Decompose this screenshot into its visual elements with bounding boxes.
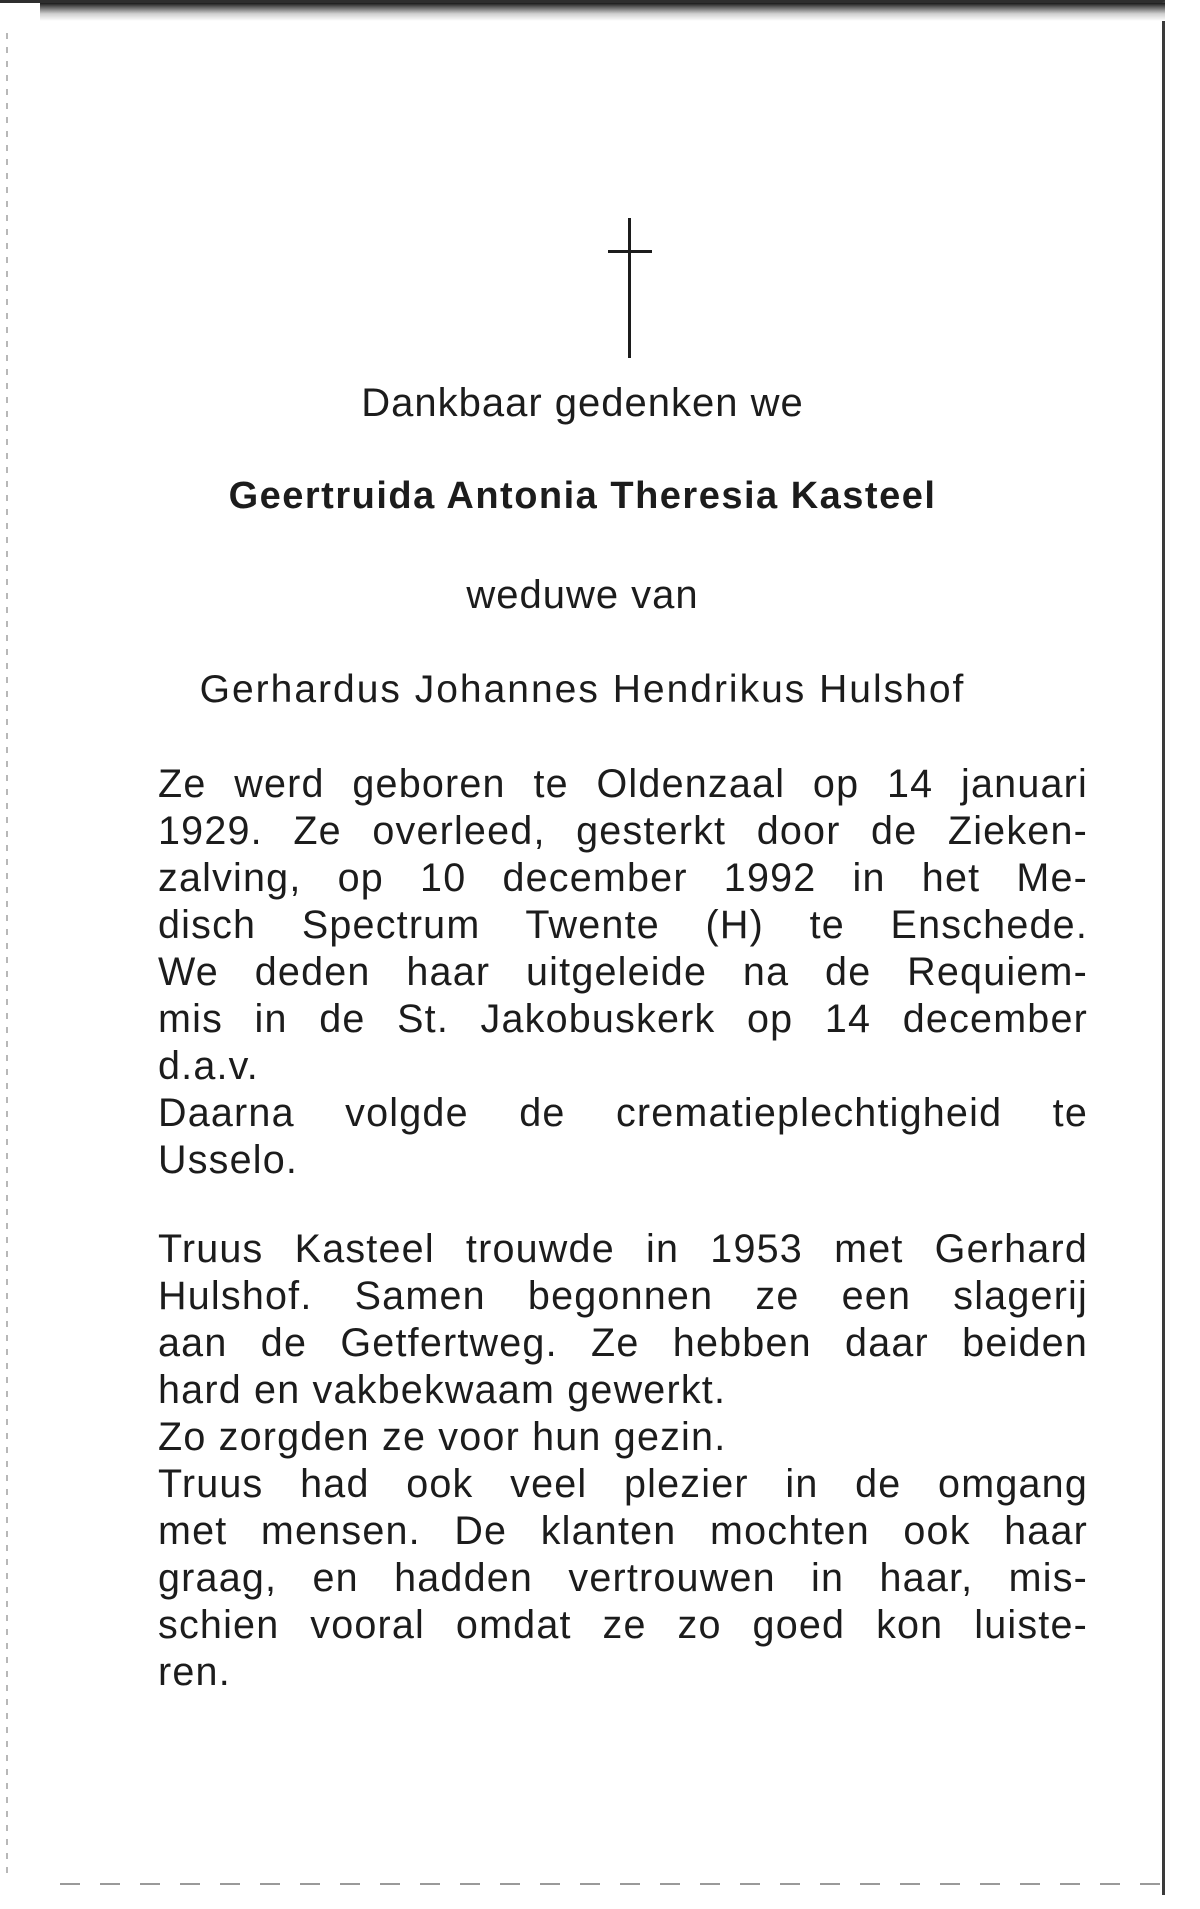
text-line: aan de Getfertweg. Ze hebben daar beiden [158,1321,1088,1365]
text-line: Daarna volgde de crematieplechtigheid te [158,1091,1088,1135]
text-line: Ze werd geboren te Oldenzaal op 14 januari [158,762,1088,806]
cross-icon [608,218,652,358]
text-line: zalving, op 10 december 1992 in het Me- [158,856,1088,900]
text-line: 1929. Ze overleed, gesterkt door de Zieken- [158,809,1088,853]
opening-line: Dankbaar gedenken we [361,381,804,425]
text-line: schien vooral omdat ze zo goed kon luiste- [158,1603,1088,1647]
text-line: hard en vakbekwaam gewerkt. [158,1368,727,1412]
text-line: disch Spectrum Twente (H) te Enschede. [158,903,1088,947]
text-line: Usselo. [158,1138,299,1182]
text-line: Truus Kasteel trouwde in 1953 met Gerhard [158,1227,1088,1271]
text-line: mis in de St. Jakobuskerk op 14 december [158,997,1088,1041]
text-line: Hulshof. Samen begonnen ze een slagerij [158,1274,1088,1318]
deceased-name: Geertruida Antonia Theresia Kasteel [228,475,937,517]
scan-edge-bottom [60,1883,1160,1885]
text-line: Zo zorgden ze voor hun gezin. [158,1415,727,1459]
text-line: met mensen. De klanten mochten ook haar [158,1509,1088,1553]
text-line: d.a.v. [158,1044,259,1088]
biography-paragraph-2 [158,1226,1088,1696]
text-line: Truus had ook veel plezier in de omgang [158,1462,1088,1506]
scan-edge-left [6,33,8,1873]
relation-line: weduwe van [466,573,699,617]
scan-shadow-top [40,3,1165,21]
biography-paragraph-1 [158,761,1088,1184]
spouse-name: Gerhardus Johannes Hendrikus Hulshof [199,668,966,711]
text-line: ren. [158,1650,231,1694]
text-line: We deden haar uitgeleide na de Requiem- [158,950,1088,994]
text-line: graag, en hadden vertrouwen in haar, mis- [158,1556,1088,1600]
